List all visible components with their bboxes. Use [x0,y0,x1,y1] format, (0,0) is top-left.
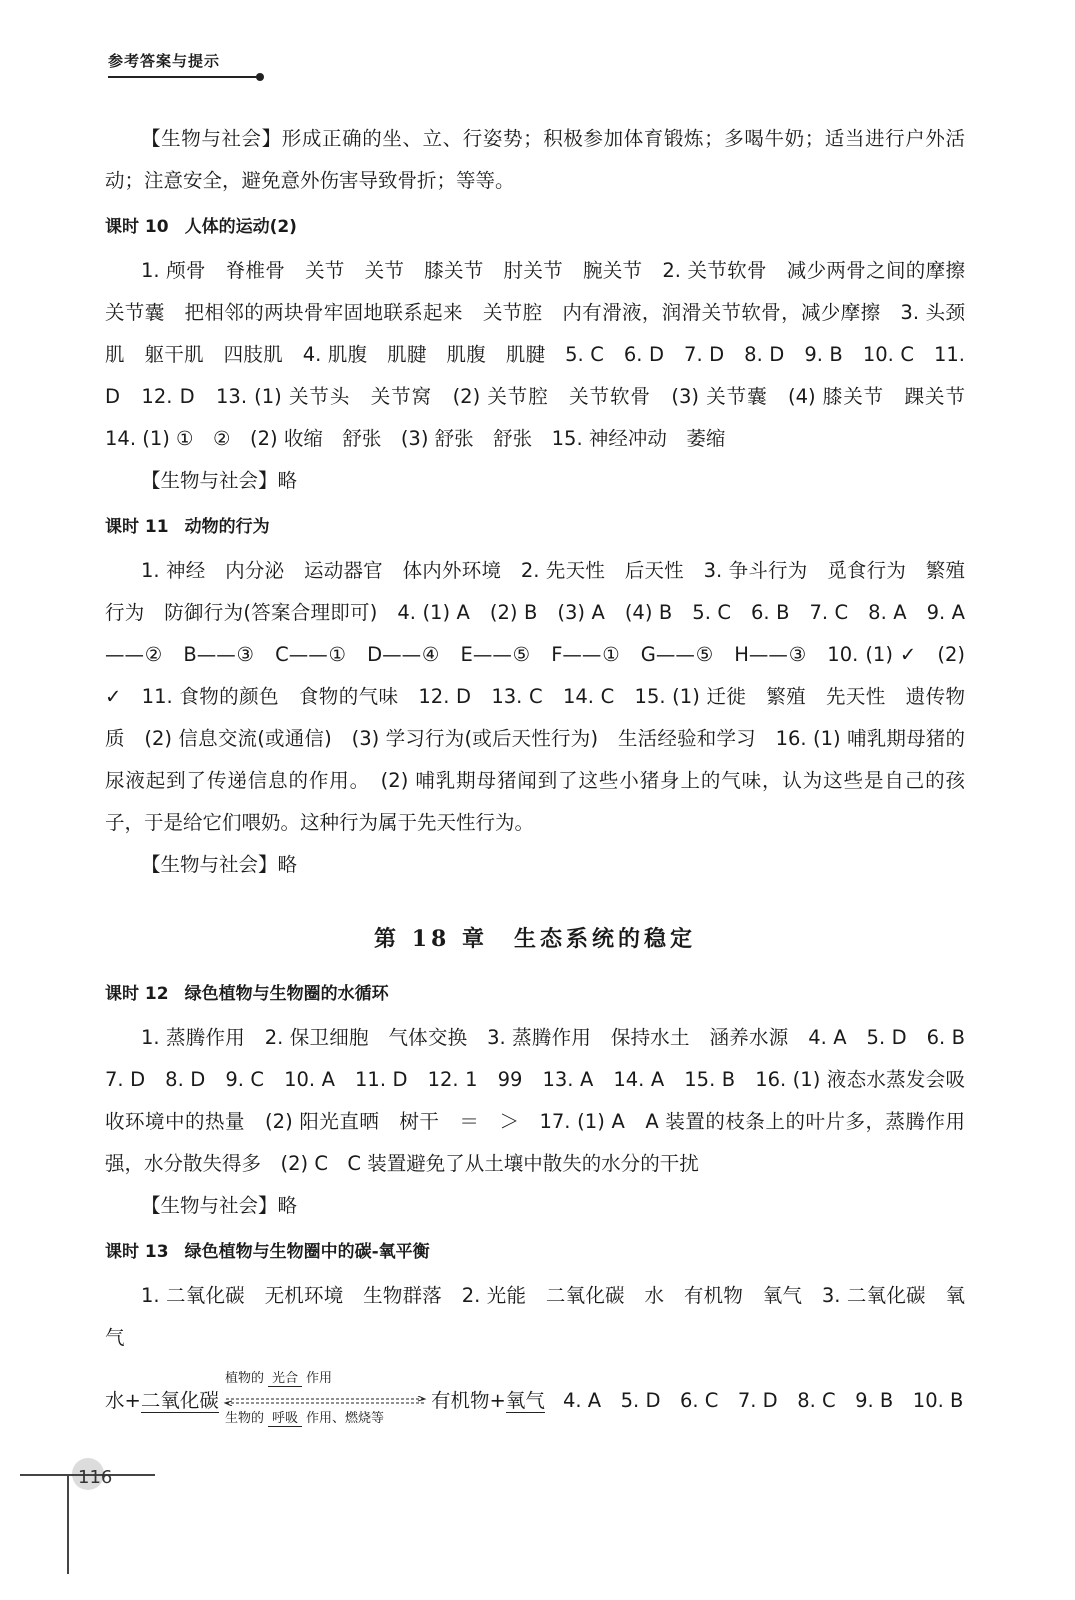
equation-left-water: 水+ [105,1389,141,1412]
equation-left [105,1385,219,1413]
equation-bottom-label [225,1407,384,1427]
equation-top-label [225,1367,332,1387]
header-dot [256,73,264,81]
page-number: 116 [78,1467,113,1488]
lesson-12-title [105,979,965,1009]
lesson-13-remaining-answers: 4. A 5. D 6. C 7. D 8. C 9. B 10. B [563,1389,964,1412]
lesson-10-name: 人体的运动(2) [184,217,297,237]
header-title: 参考答案与提示 [108,52,221,70]
equation-top-suffix: 作用 [306,1371,333,1386]
equation-top-fill: 光合 [268,1367,302,1387]
lesson-13-title [105,1237,965,1267]
equation-bottom-prefix: 生物的 [225,1411,265,1426]
lesson-11-title [105,512,965,542]
equation-bottom-suffix: 作用、燃烧等 [306,1411,385,1426]
lesson-13-answers: 1. 二氧化碳 无机环境 生物群落 2. 光能 二氧化碳 水 有机物 氧气 3. 二氧化碳 氧气 [105,1284,965,1349]
equation-bottom-fill: 呼吸 [268,1407,302,1427]
chapter-title: 第 18 章 生态系统的稳定 [374,926,696,952]
lesson-12-name: 绿色植物与生物圈的水循环 [184,984,389,1004]
carbon-oxygen-equation [105,1367,965,1429]
lesson-10-answers: 1. 颅骨 脊椎骨 关节 关节 膝关节 肘关节 腕关节 2. 关节软骨 减少两骨之间的摩擦 关节囊 把相邻的两块骨牢固地联系起来 关节腔 内有滑液，润滑关节软骨，减少摩擦 3. 头颈肌 躯干肌 四肢肌 4. 肌腹 肌腱 肌腹 肌腱 5. C 6. D 7. D 8. D 9. B 10. C 11. D 12. D 13. (1) 关节头 关节窝 (2) 关节腔 关节软骨 (3) 关节囊 (4) 膝关节 踝关节 14. (1) ① ② (2) 收缩 舒张 (3) 舒张 舒张 15. 神经冲动 萎缩 [105,259,985,450]
equation-right [431,1385,545,1413]
equation-right-organic: 有机物+ [431,1389,506,1412]
equation-double-arrow-icon [220,1396,430,1406]
lesson-11-answers: 1. 神经 内分泌 运动器官 体内外环境 2. 先天性 后天性 3. 争斗行为 觅食行为 繁殖行为 防御行为(答案合理即可) 4. (1) A (2) B (3) A (4) B 5. C 6. B 7. C 8. A 9. A——② B——③ C——① D——④ E——⑤ F——① G——⑤ H——③ 10. (1) ✓ (2) ✓ 11. 食物的颜色 食物的气味 12. D 13. C 14. C 15. (1) 迁徙 繁殖 先天性 遗传物质 (2) 信息交流(或通信) (3) 学习行为(或后天性行为) 生活经验和学习 16. (1) 哺乳期母猪的尿液起到了传递信息的作用。 (2) 哺乳期母猪闻到了这些小猪身上的气味，认为这些是自己的孩子，于是给它们喂奶。这种行为属于先天性行为。 [105,559,965,834]
lesson-13-number: 课时 13 [105,1242,169,1262]
page-content [105,118,985,1429]
lesson-11-society: 【生物与社会】略 [141,853,298,876]
equation-left-co2: 二氧化碳 [140,1389,219,1412]
lesson-11-name: 动物的行为 [184,517,270,537]
lesson-10-society: 【生物与社会】略 [141,469,298,492]
lesson-12-answers: 1. 蒸腾作用 2. 保卫细胞 气体交换 3. 蒸腾作用 保持水土 涵养水源 4. A 5. D 6. B 7. D 8. D 9. C 10. A 11. D 12. 1 99 13. A 14. A 15. B 16. (1) 液态水蒸发会吸收环境中的热量 (2) 阳光直晒 树干 ＝ ＞ 17. (1) A A 装置的枝条上的叶片多，蒸腾作用强，水分散失得多 (2) C C 装置避免了从土壤中散失的水分的干扰 [105,1026,985,1175]
lesson-12-number: 课时 12 [105,984,169,1004]
lesson-13-name: 绿色植物与生物圈中的碳-氧平衡 [184,1242,430,1262]
lesson-12-society: 【生物与社会】略 [141,1194,298,1217]
equation-top-prefix: 植物的 [225,1371,265,1386]
lesson-10-number: 课时 10 [105,217,169,237]
lesson-10-title [105,212,965,242]
lesson-11-number: 课时 11 [105,517,169,537]
equation-right-oxygen: 氧气 [505,1389,545,1412]
header-rule [108,76,260,78]
society-paragraph-l9: 【生物与社会】形成正确的坐、立、行姿势；积极参加体育锻炼；多喝牛奶；适当进行户外活动；注意安全，避免意外伤害导致骨折；等等。 [105,127,965,192]
footer-vertical-line [67,1474,69,1574]
